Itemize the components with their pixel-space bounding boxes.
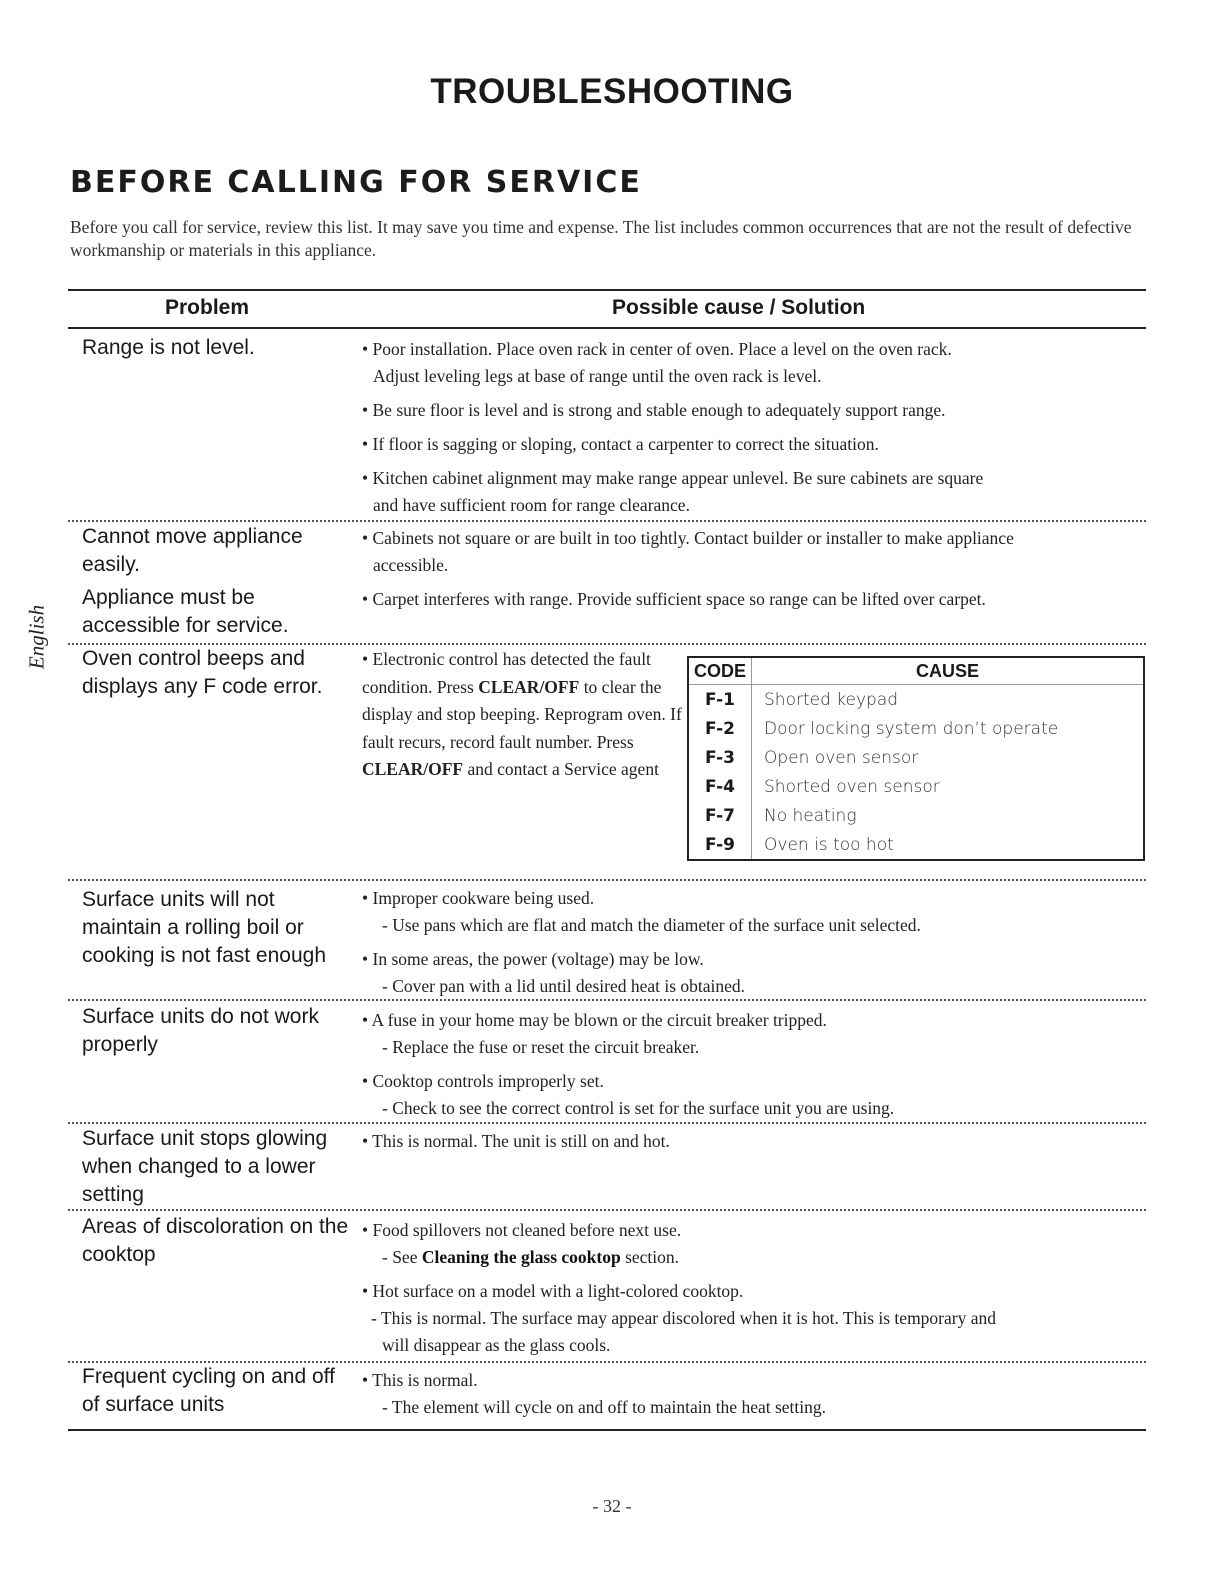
solution-line: - Use pans which are flat and match the diameter of the surface unit selected.	[382, 915, 921, 935]
solution-text: - See	[382, 1247, 422, 1267]
solution-line: • Carpet interferes with range. Provide sufficient space so range can be lifted over carpet.	[362, 589, 986, 609]
solution-line: • Kitchen cabinet alignment may make range appear unlevel. Be sure cabinets are square	[362, 468, 984, 488]
solution-discoloration	[362, 1217, 996, 1359]
column-header-solution: Possible cause / Solution	[612, 296, 866, 319]
solution-line: • Cooktop controls improperly set.	[362, 1071, 604, 1091]
fault-code: F-1	[688, 685, 752, 715]
solution-line: - Replace the fuse or reset the circuit breaker.	[382, 1037, 700, 1057]
solution-line: • A fuse in your home may be blown or the circuit breaker tripped.	[362, 1010, 827, 1030]
problem-cannot-move: Cannot move appliance easily.	[82, 525, 303, 576]
column-header-problem: Problem	[165, 296, 250, 319]
fault-code-header	[688, 657, 1144, 685]
fault-code-table	[687, 656, 1145, 861]
fault-cause: No heating	[764, 805, 857, 826]
solution-line: • Improper cookware being used.	[362, 888, 595, 908]
solution-line: • If floor is sagging or sloping, contact a carpenter to correct the situation.	[362, 434, 879, 454]
solution-rolling-boil	[362, 885, 921, 1000]
solution-line: • This is normal. The unit is still on and hot.	[362, 1131, 670, 1151]
solution-accessible	[362, 586, 986, 613]
header-rule	[68, 327, 1146, 329]
table-row	[688, 685, 1144, 715]
table-row	[688, 743, 1144, 772]
fault-code: F-4	[688, 772, 752, 801]
solution-line	[362, 1244, 996, 1271]
row-divider	[68, 1209, 1146, 1211]
table-top-rule	[68, 289, 1146, 291]
code-header: CODE	[688, 657, 752, 685]
intro-paragraph: Before you call for service, review this list. It may save you time and expense. The list includes common occurrences that are not the result of defective workmanship or materials in this appliance.	[70, 217, 1132, 260]
fault-cause: Shorted oven sensor	[764, 776, 940, 797]
fault-code: F-7	[688, 801, 752, 830]
problem-not-work: Surface units do not work properly	[82, 1005, 319, 1056]
fault-text: to clear the display and stop beeping. Reprogram oven. If fault recurs, record fault number. Press	[362, 676, 682, 752]
row-divider	[68, 1122, 1146, 1124]
solution-line: - This is normal. The surface may appear discolored when it is hot. This is temporary and	[371, 1308, 996, 1328]
solution-line: - Cover pan with a lid until desired heat is obtained.	[382, 976, 746, 996]
fault-code: F-2	[688, 714, 752, 743]
clear-off-key: CLEAR/OFF	[362, 759, 464, 779]
problem-rolling-boil: Surface units will not maintain a rolling boil or cooking is not fast enough	[82, 888, 327, 967]
cleaning-section-ref: Cleaning the glass cooktop	[421, 1247, 621, 1267]
row-divider	[68, 879, 1146, 881]
solution-line: - Check to see the correct control is set for the surface unit you are using.	[382, 1098, 895, 1118]
table-row	[688, 830, 1144, 860]
fault-cause: Oven is too hot	[764, 834, 894, 855]
solution-cannot-move	[362, 525, 1014, 579]
language-label: English	[24, 604, 49, 670]
solution-line: • This is normal.	[362, 1370, 478, 1390]
problem-range-not-level: Range is not level.	[82, 336, 255, 359]
problem-stops-glowing: Surface unit stops glowing when changed to a lower setting	[82, 1127, 328, 1206]
table-row	[688, 801, 1144, 830]
solution-range-not-level	[362, 336, 983, 519]
fault-cause: Shorted keypad	[764, 689, 899, 710]
solution-line: • Hot surface on a model with a light-colored cooktop.	[362, 1281, 744, 1301]
language-sidebar	[22, 592, 52, 682]
solution-line: and have sufficient room for range clearance.	[373, 495, 690, 515]
page-number: - 32 -	[592, 1496, 632, 1516]
fault-cause: Open oven sensor	[764, 747, 919, 768]
solution-line: • Be sure floor is level and is strong and stable enough to adequately support range.	[362, 400, 946, 420]
solution-not-work	[362, 1007, 894, 1122]
cause-header: CAUSE	[752, 657, 1145, 685]
solution-frequent-cycling	[362, 1367, 826, 1421]
fault-cause: Door locking system don’t operate	[764, 718, 1059, 739]
fault-text: and contact a Service agent	[463, 759, 659, 779]
page-title: TROUBLESHOOTING	[430, 72, 794, 111]
row-divider	[68, 520, 1146, 522]
solution-stops-glowing	[362, 1128, 670, 1155]
table-row	[688, 714, 1144, 743]
solution-line: • Food spillovers not cleaned before next use.	[362, 1220, 682, 1240]
fault-code: F-3	[688, 743, 752, 772]
solution-line: Adjust leveling legs at base of range until the oven rack is level.	[373, 366, 822, 386]
solution-line: • Poor installation. Place oven rack in center of oven. Place a level on the oven rack.	[362, 339, 952, 359]
solution-line: will disappear as the glass cools.	[382, 1335, 611, 1355]
solution-f-code	[362, 646, 682, 784]
problem-discoloration: Areas of discoloration on the cooktop	[82, 1215, 349, 1266]
fault-code: F-9	[688, 830, 752, 860]
table-bottom-rule	[68, 1429, 1146, 1431]
problem-f-code: Oven control beeps and displays any F code error.	[82, 647, 323, 698]
problem-accessible: Appliance must be accessible for service.	[82, 586, 289, 637]
solution-line: - The element will cycle on and off to maintain the heat setting.	[382, 1397, 827, 1417]
problem-frequent-cycling: Frequent cycling on and off of surface units	[82, 1365, 335, 1416]
solution-line: • Cabinets not square or are built in too tightly. Contact builder or installer to make appliance	[362, 528, 1014, 548]
section-title: BEFORE CALLING FOR SERVICE	[70, 165, 642, 200]
fault-text: • Electronic control has detected the fault condition. Press	[362, 649, 651, 697]
solution-line: • In some areas, the power (voltage) may be low.	[362, 949, 704, 969]
clear-off-key: CLEAR/OFF	[478, 676, 580, 697]
solution-line: accessible.	[373, 555, 449, 575]
solution-text: section.	[620, 1247, 680, 1267]
table-row	[688, 772, 1144, 801]
